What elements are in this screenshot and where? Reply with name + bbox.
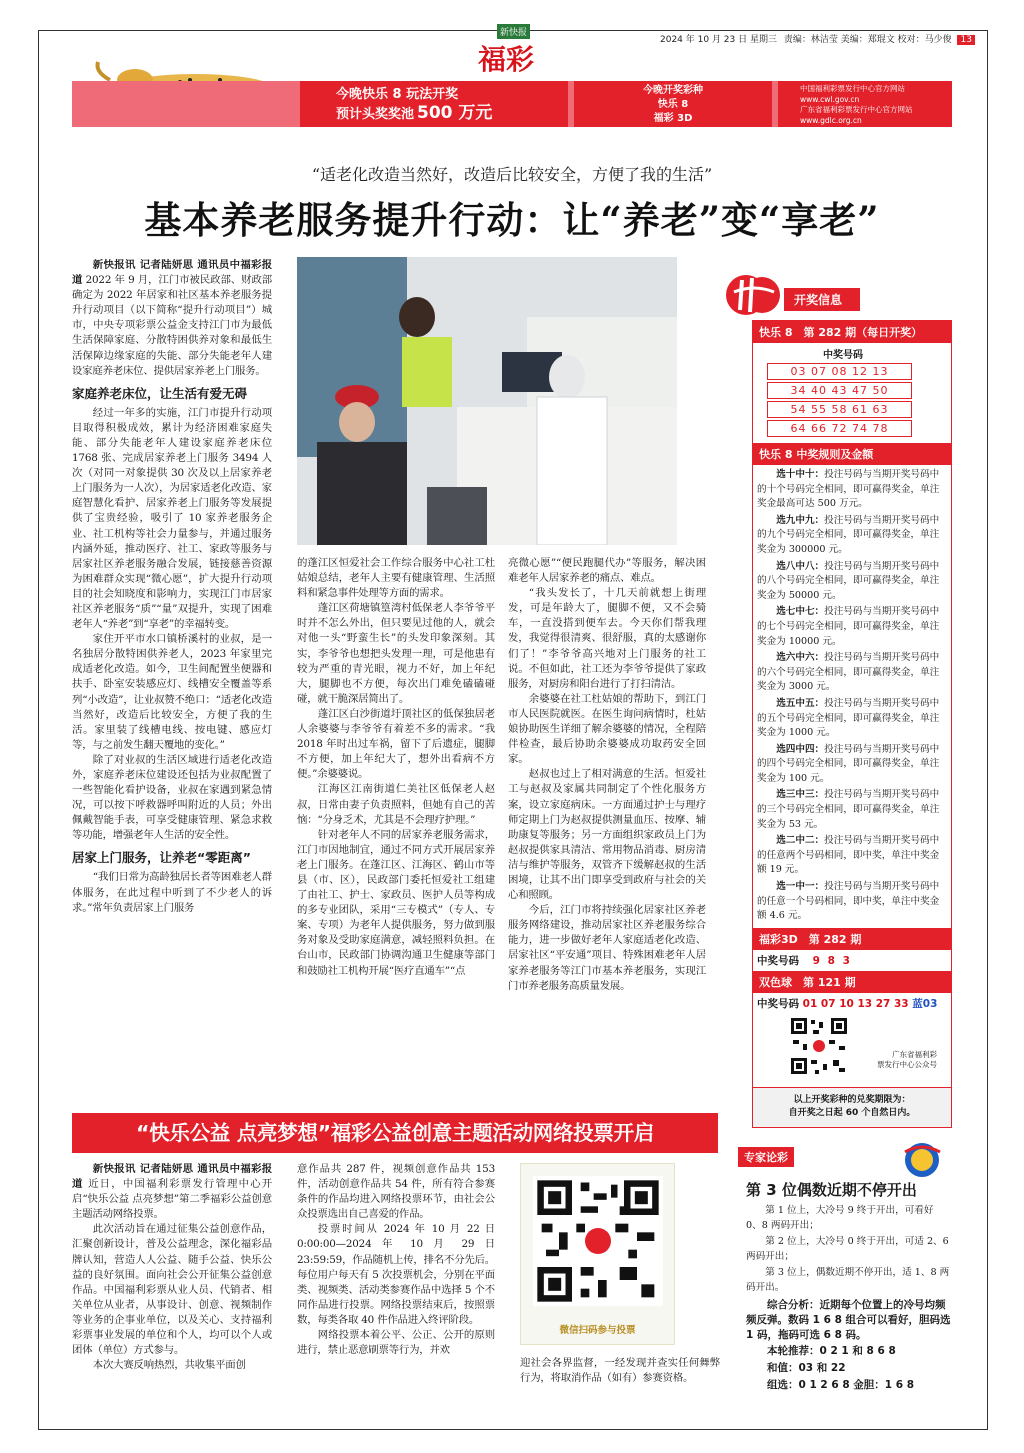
article1-col3-p5: 今后，江门市将持续强化居家社区养老服务网络建设，推动居家社区养老服务综合能力，进一步做好老年人家庭适老化改造、居家社区“平安通”项目、特殊困难老年人居家养老服务等江门市基本养老服务，实现江门市养老服务高质量发展。 <box>508 904 706 992</box>
vote-qr[interactable] <box>520 1163 675 1345</box>
article2-col2-p1: 意作品共 287 件，视频创意作品共 153 件，活动创意作品共 54 件，所有符合参赛条件的作品均进入网络投票环节，由社会公众投票选出自己喜爱的作品。 <box>297 1163 495 1221</box>
rule-item: 选三中三：投注号码与当期开奖号码中的三个号码完全相同，即可赢得奖金，单注奖金为 53 元。 <box>757 789 940 830</box>
rule-item: 选六中六：投注号码与当期开奖号码中的六个号码完全相同，即可赢得奖金，单注奖金为 3000 元。 <box>757 652 940 693</box>
kl8-label: 中奖号码 <box>823 350 863 361</box>
article2-headline: “快乐公益 点亮梦想”福彩公益创意主题活动网络投票开启 <box>72 1113 718 1153</box>
article2-byline: 新快报讯 记者陆妍思 通讯员中福彩报道 <box>72 1163 272 1191</box>
expert-tag: 专家论彩 <box>738 1147 794 1167</box>
article1-col2-p5: 针对老年人不同的居家养老服务需求，江门市因地制宜，通过不同方式开展居家养老上门服务。在蓬江区、江海区、鹤山市等县（市、区），民政部门委托恒爱社工组建了由社工、护士、家政员、医护人员等构成的多专业团队，采用“三专模式”（专人、专案、专项）为老年人提供服务，努力做到服务对象及受助家庭满意，减轻照料负担。在台山市，民政部门协调沟通卫生健康等部门和鼓励社工机构开展“医疗直通车”“点 <box>297 828 495 977</box>
article2-col2-p3: 网络投票本着公平、公正、公开的原则进行，禁止恶意刷票等行为，并欢 <box>297 1329 495 1357</box>
section-title: 福彩 <box>478 43 535 76</box>
article1-col3 <box>508 556 706 994</box>
site1-name: 中国福利彩票发行中心官方网站 <box>800 84 905 93</box>
rules-list <box>753 465 951 924</box>
promo-line2: 预计头奖奖池 <box>336 107 415 122</box>
rule-item: 选七中七：投注号码与当期开奖号码中的七个号码完全相同，即可赢得奖金，单注奖金为 10000 元。 <box>757 606 940 647</box>
official-qr[interactable] <box>753 1014 951 1080</box>
rule-item: 选一中一：投注号码与当期开奖号码中的任意一个号码相同，即中奖，单注中奖金额 4.6 元。 <box>757 881 940 922</box>
photo-illustration <box>297 257 677 545</box>
article1-col2-p4: 江海区江南街道仁美社区低保老人赵叔，日常由妻子负责照料，但她有自己的苦恼：“分身乏术，尤其是不会理疗护理。” <box>297 783 495 826</box>
rule-item: 选八中八：投注号码与当期开奖号码中的八个号码完全相同，即可赢得奖金，单注奖金为 50000 元。 <box>757 560 940 601</box>
promo-line1: 今晚快乐 8 玩法开奖 <box>336 87 459 102</box>
vote-qr-caption: 微信扫码参与投票 <box>559 1325 636 1336</box>
d3-result <box>753 950 951 971</box>
page-number: 13 <box>957 35 974 45</box>
article2-col2-p2: 投票时间从 2024 年 10 月 22 日 0:00:00—2024 年 10 月 29 日 23:59:59，作品随机上传，排名不分先后。每位用户每天有 5 次投票机会，分别在平面类、视频类、活动类参赛作品中选择 5 个不同作品进行投票。网络投票结束后，按照票数，每类各取 40 件作品进入终评阶段。 <box>297 1223 495 1326</box>
article2-p2: 此次活动旨在通过征集公益创意作品，汇聚创新设计，普及公益理念，深化福彩品牌认知，营造人人公益、随手公益、快乐公益的良好氛围。面向社会公开征集公益创意作品。中国福利彩票从业人员、代销者、相关单位从业者，从事设计、创意、视频制作等业务的企事业单位，以及关心、支持福利彩票事业发展的单位和个人，均可以个人或团体（单位）方式参与。 <box>72 1223 272 1357</box>
deadline-line2: 自开奖之日起 60 个自然日内。 <box>788 1108 916 1118</box>
qr-caption-line1: 广东省福利彩 <box>892 1049 937 1059</box>
site1-url[interactable]: www.cwl.gov.cn <box>800 94 860 104</box>
kl8-rows <box>753 363 951 437</box>
article1-headline: 基本养老服务提升行动：让“养老”变“享老” <box>144 198 880 242</box>
article1-p3: 家住开平市水口镇桥溪村的业叔，是一名独居分散特困供养老人，2023 年家里完成适老化改造。如今，卫生间配置坐便器和扶手、卧室安装感应灯、线槽安全覆盖等系列“小改造”，让业叔赞不绝口：“适老化改造当然好，改造后比较安全，方便了我的生活。家里装了线槽电线、按电键、感应灯等，与之前发生翻天覆地的变化。” <box>72 633 272 751</box>
d3-label: 中奖号码 <box>757 954 799 967</box>
article1-sub2: 居家上门服务，让养老“零距离” <box>72 850 251 866</box>
kl8-row: 34 40 43 47 50 <box>767 382 912 399</box>
tonight-box <box>574 81 772 127</box>
article1-col3-p4: 赵叔也过上了相对满意的生活。恒爱社工与赵叔及家属共同制定了个性化服务方案，设立家庭病床。一方面通过护士与理疗师定期上门为赵叔提供测量血压、按摩、辅助康复等服务；另一方面组织家政员上门为赵叔提供家具清洁、常用物品消毒、厨房清洁与维护等服务，双管齐下缓解赵叔的生活困境，让其不出门即享受到政府与社会的关心和照顾。 <box>508 768 706 902</box>
expert-headline: 第 3 位偶数近期不停开出 <box>746 1181 917 1199</box>
kl8-row: 03 07 08 12 13 <box>767 363 912 380</box>
article1-kicker: “适老化改造当然好，改造后比较安全，方便了我的生活” <box>311 165 713 184</box>
qr-code-icon <box>533 1176 663 1306</box>
qr-code-icon <box>789 1016 849 1076</box>
article2-col1 <box>72 1162 272 1373</box>
kl8-title: 快乐 8 第 282 期（每日开奖） <box>753 321 951 343</box>
ssq-title: 双色球 第 121 期 <box>753 971 951 993</box>
article1-col2-p3: 蓬江区白沙街道圩顶社区的低保独居老人余婆婆与李爷爷有着差不多的需求。“我 2018 年时出过车祸，留下了后遗症，腿脚不方便，加上年纪大了，想外出看病不方便。”余婆婆说。 <box>297 707 495 781</box>
expert-p1: 第 1 位上，大冷号 9 终于开出，可看好 0、8 两码开出； <box>746 1205 934 1231</box>
article1-col2-p1: 的蓬江区恒爱社会工作综合服务中心社工杜姑娘总结，老年人主要有健康管理、生活照料和紧急事件处理等方面的需求。 <box>297 557 495 600</box>
site2-url[interactable]: www.gdlc.org.cn <box>800 115 862 125</box>
tonight-game1: 快乐 8 <box>657 99 689 110</box>
qr-caption-line2: 票发行中心公众号 <box>877 1059 937 1069</box>
article1-sub1: 家庭养老床位，让生活有爱无碍 <box>72 385 248 401</box>
draw-title: 开奖信息 <box>784 288 860 311</box>
editors: 责编：林洁莹 美编：郑琨文 校对：马少俊 <box>783 35 952 45</box>
rule-item: 选九中九：投注号码与当期开奖号码中的九个号码完全相同，即可赢得奖金，单注奖金为 300000 元。 <box>757 514 940 555</box>
article1-p4: 除了对业叔的生活区域进行适老化改造外，家庭养老床位建设还包括为业叔配置了一些智能化看护设备，业叔在家遇到紧急情况，可以按下呼救器呼叫附近的人员；外出佩戴智能手表，可享受健康管理、紧急求救等功能，增强老年人生活的安全性。 <box>72 753 272 842</box>
ssq-result <box>753 993 951 1014</box>
article1-col2 <box>297 556 495 979</box>
article1-p2: 经过一年多的实施，江门市提升行动项目取得积极成效，累计为经济困难家庭失能、部分失能老年人建设家庭养老床位 1768 张、完成居家养老上门服务 3494 人次（对同一对象提供 30 次及以上居家养老上门服务为一人次），为居家适老化改造、家庭智慧化看护、居家养老上门服务等发展提供了宝贵经验，吸引了 10 家养老服务企业、社工机构等社会力量参与，并通过服务内涵外延，推动医疗、社工、家政等服务与居家社区养老服务融合发展，链接慈善资源为困难群众实现“微心愿”，扩大提升行动项目的社会知晓度和影响力，实现江门市居家社区养老服务“质”“量”双提升，实现了困难老年人“养老”到“享老”的幸福转变。 <box>72 406 272 631</box>
draw-panel <box>752 320 952 1128</box>
expert-p7: 组选：0 1 2 6 8 金胆：1 6 8 <box>767 1379 915 1392</box>
article1-col3-p1: 亮微心愿”“便民跑腿代办”等服务，解决困难老年人居家养老的痛点、难点。 <box>508 557 706 585</box>
article1-p5: “我们日常为高龄独居长者等困难老人群体服务，在此过程中听到了不少老人的诉求。”常年负责居家上门服务 <box>72 871 272 914</box>
qr-caption <box>857 1050 937 1070</box>
expert-p4: 综合分析：近期每个位置上的冷号均频频反弹。数码 1 6 8 组合可以看好，胆码选 1 码，拖码可选 6 8 码。 <box>746 1298 951 1341</box>
expert-p6: 和值：03 和 22 <box>767 1362 846 1375</box>
rules-title: 快乐 8 中奖规则及金额 <box>753 443 951 465</box>
rule-item: 选五中五：投注号码与当期开奖号码中的五个号码完全相同，即可赢得奖金，单注奖金为 1000 元。 <box>757 697 940 739</box>
tonight-game2: 福彩 3D <box>653 113 693 124</box>
article2-col2 <box>297 1162 495 1358</box>
promo-amount: 500 万元 <box>417 103 493 123</box>
rule-item: 选四中四：投注号码与当期开奖号码中的四个号码完全相同，即可赢得奖金，单注奖金为 100 元。 <box>757 743 940 784</box>
expert-p5: 本轮推荐：0 2 1 和 8 6 8 <box>767 1345 896 1358</box>
3d-ball-icon <box>900 1140 946 1178</box>
expert-p3: 第 3 位上，偶数近期不停开出，适 1、8 两码开出。 <box>746 1267 950 1293</box>
date-line <box>660 32 975 45</box>
rule-item: 选十中十：投注号码与当期开奖号码中的十个号码完全相同，即可赢得奖金，单注奖金最高可达 500 万元。 <box>757 469 940 510</box>
article2-col3 <box>520 1356 720 1386</box>
article2-col3-p1: 迎社会各界监督，一经发现并查实任何舞弊行为，将取消作品（如有）参赛资格。 <box>520 1357 720 1385</box>
rule-item: 选二中二：投注号码与当期开奖号码中的任意两个号码相同，即中奖，单注中奖金额 19 元。 <box>757 835 940 876</box>
deadline <box>753 1087 951 1127</box>
article1-byline: 新快报讯 记者陆妍思 通讯员中福彩报道 <box>72 259 272 287</box>
article1-col2-p2: 蓬江区荷塘镇篁湾村低保老人李爷爷平时并不怎么外出，但只要见过他的人，就会对他一头“野蛮生长”的头发印象深刻。其实，李爷爷也想把头发理一理，可是他患有较为严重的青光眼，视力不好，加上年纪大，腿脚也不方便，每次出门难免磕磕碰碰，就干脆深居简出了。 <box>297 602 495 705</box>
kl8-row: 54 55 58 61 63 <box>767 401 912 418</box>
article2-p1: 近日，中国福利彩票发行管理中心开启“快乐公益 点亮梦想”第二季福彩公益创意主题活动网络投票。 <box>72 1178 272 1221</box>
expert-section <box>738 1146 952 1426</box>
site2-name: 广东省福利彩票发行中心官方网站 <box>800 105 913 114</box>
welfare-lottery-logo-icon <box>724 272 782 318</box>
ssq-label: 中奖号码 <box>757 997 799 1010</box>
article2-p3: 本次大赛反响热烈，共收集平面创 <box>92 1359 246 1372</box>
article1-p1: 2022 年 9 月，江门市被民政部、财政部确定为 2022 年居家和社区基本养老服务提升行动项目（以下简称“提升行动项目”）城市，中央专项彩票公益金支持江门市为最低生活保障家庭、分散特困供养对象和最低生活保障边缘家庭的失能、部分失能老年人建设家庭养老床位、提供居家养老上门服务。 <box>72 274 273 377</box>
article1-col3-p3: 余婆婆在社工杜姑娘的帮助下，到江门市人民医院就医。在医生询问病情时，杜姑娘协助医生详细了解余婆婆的情况，全程陪伴检查，最后协助余婆婆成功取药安全回家。 <box>508 692 706 766</box>
deadline-line1: 以上开奖彩种的兑奖期限为： <box>793 1095 911 1105</box>
ssq-blue-number: 蓝03 <box>912 997 938 1010</box>
ssq-red-numbers: 01 07 10 13 27 33 <box>802 997 909 1010</box>
article1-col3-p2: “我头发长了，十几天前就想上街理发，可是年龄大了，腿脚不便，又不会骑车，一直没搭到便车去。今天你们帮我理发，我觉得很清爽、很舒服，真的太感谢你们了！”李爷爷高兴地对上门服务的社工说。不但如此，社工还为李爷爷提供了家政服务，对厨房和阳台进行了打扫清洁。 <box>508 587 706 690</box>
kl8-row: 64 66 72 74 78 <box>767 420 912 437</box>
promo-box <box>300 81 568 127</box>
sites-box <box>778 81 952 127</box>
badge: 新快报 <box>497 24 530 39</box>
d3-numbers: 9 8 3 <box>812 954 852 967</box>
expert-p2: 第 2 位上，大冷号 0 终于开出，可适 2、6 两码开出； <box>746 1236 949 1262</box>
d3-title: 福彩3D 第 282 期 <box>753 928 951 950</box>
article1-photo <box>297 257 677 545</box>
date: 2024 年 10 月 23 日 星期三 <box>660 35 777 45</box>
article1-col1 <box>72 258 272 916</box>
tonight-title: 今晚开奖彩种 <box>643 85 703 96</box>
lottery-logo <box>724 272 782 318</box>
